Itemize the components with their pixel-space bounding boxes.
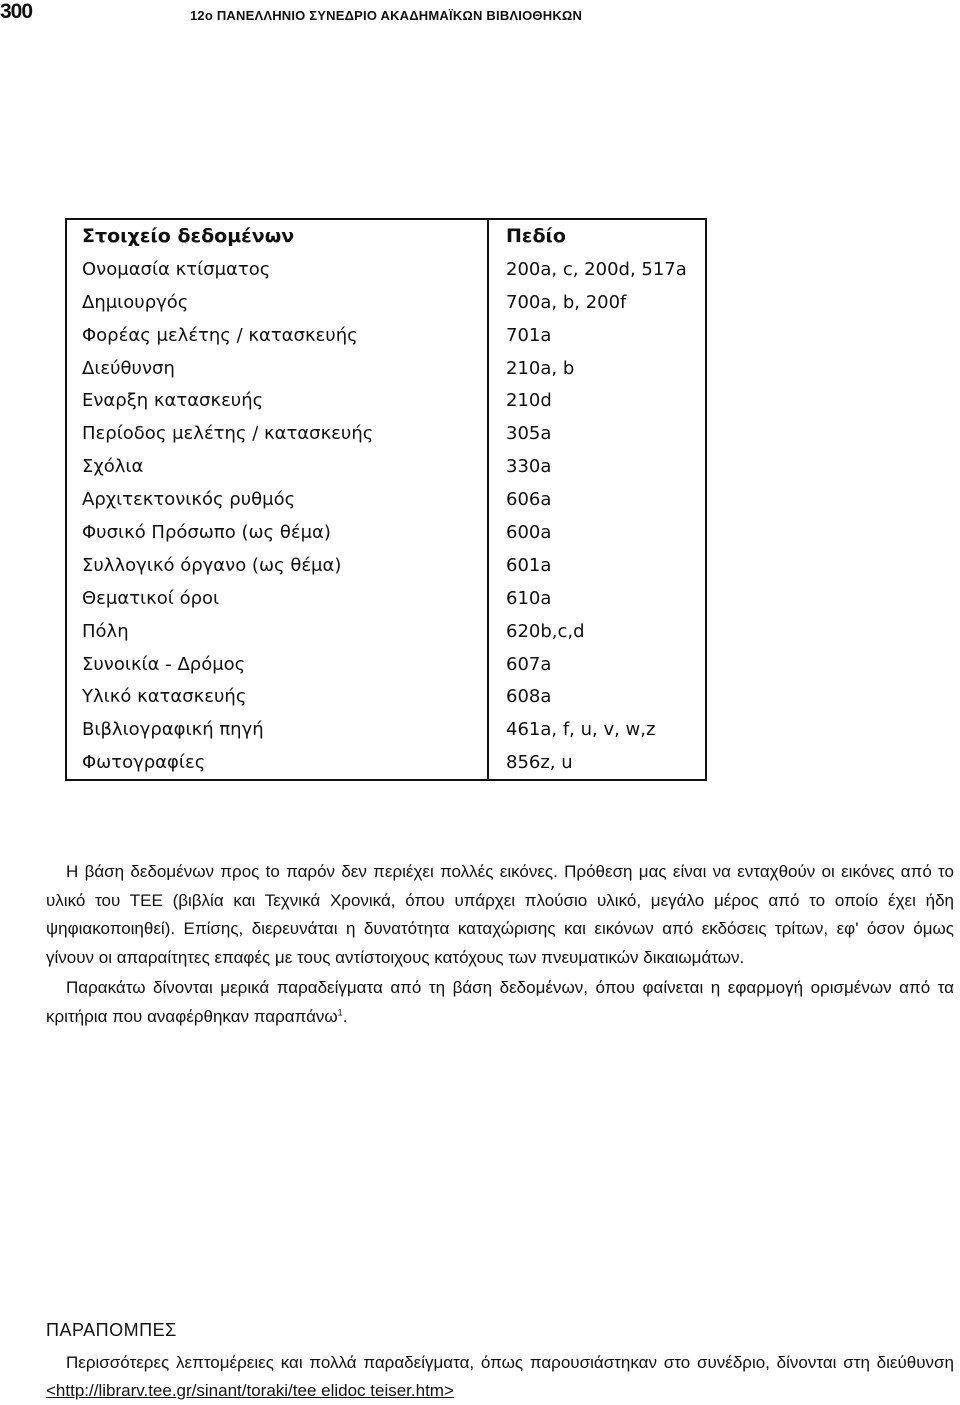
field-code-cell: 608a bbox=[506, 686, 552, 708]
table-row bbox=[66, 582, 706, 615]
table-row bbox=[66, 450, 706, 483]
page-number: 300 bbox=[0, 0, 33, 23]
table-row bbox=[66, 483, 706, 516]
data-element-cell: Φυσικό Πρόσωπο (ως θέμα) bbox=[66, 516, 488, 549]
field-code-cell: 607a bbox=[506, 653, 552, 675]
table-row bbox=[66, 319, 706, 352]
field-code-cell: 601a bbox=[506, 554, 552, 576]
field-code-cell: 610a bbox=[506, 587, 552, 609]
field-code-cell: 210d bbox=[506, 390, 552, 412]
data-element-cell: Θεματικοί όροι bbox=[66, 582, 488, 615]
table-row bbox=[66, 615, 706, 648]
field-code-cell: 620b,c,d bbox=[506, 620, 585, 642]
body-paragraph-1: Η βάση δεδομένων προς to παρόν δεν περιέχει πολλές εικόνες. Πρόθεση μας είναι να ενταχθούν οι εικόνες από το υλικό του ΤΕΕ (βιβλία και Τεχνικά Χρονικά, όπου υπάρχει πλούσιο υλικό, μεγάλο μέρος από το οποίο έχει ήδη ψηφιακοποιηθεί). Επίσης, διερευνάται η δυνατότητα καταχώρισης και εικόνων από εκδόσεις τρίτων, εφ' όσον όμως γίνουν οι απαραίτητες επαφές με τους αντίστοιχους κατόχους των πνευματικών δικαιωμάτων. bbox=[46, 862, 954, 967]
data-element-cell: Συλλογικό όργανο (ως θέμα) bbox=[66, 549, 488, 582]
field-code-cell: 856z, u bbox=[506, 752, 573, 774]
table-row bbox=[66, 648, 706, 681]
data-element-cell: Φορέας μελέτης / κατασκευής bbox=[66, 319, 488, 352]
field-code-cell: 210a, b bbox=[506, 357, 575, 379]
body-paragraph-2-end: . bbox=[342, 1006, 348, 1026]
field-code-cell: 200a, c, 200d, 517a bbox=[506, 258, 687, 280]
references-text bbox=[46, 1349, 954, 1405]
table-row bbox=[66, 352, 706, 385]
reference-link[interactable]: <http://librarv.tee.gr/sinant/toraki/tee elidoc teiser.htm> bbox=[46, 1381, 454, 1400]
data-element-cell: Περίοδος μελέτης / κατασκευής bbox=[66, 417, 488, 450]
table-row bbox=[66, 253, 706, 286]
field-code-cell: 700a, b, 200f bbox=[506, 291, 627, 313]
body-paragraph-2 bbox=[46, 974, 954, 1031]
references-heading: ΠΑΡΑΠΟΜΠΕΣ bbox=[46, 1320, 177, 1340]
field-code-cell: 606a bbox=[506, 489, 552, 511]
field-code-cell: 305a bbox=[506, 423, 552, 445]
data-element-cell: Πόλη bbox=[66, 615, 488, 648]
column-header-field: Πεδίο bbox=[506, 225, 566, 248]
data-element-cell: Αρχιτεκτονικός ρυθμός bbox=[66, 483, 488, 516]
table-row bbox=[66, 680, 706, 713]
column-header-element: Στοιχείο δεδομένων bbox=[66, 219, 488, 253]
field-code-cell: 600a bbox=[506, 521, 552, 543]
references-sentence: Περισσότερες λεπτομέρειες και πολλά παραδείγματα, όπως παρουσιάστηκαν στο συνέδριο, δίνονται στη διεύθυνση bbox=[66, 1353, 954, 1372]
field-code-cell: 330a bbox=[506, 456, 552, 478]
data-element-cell: Φωτογραφίες bbox=[66, 746, 488, 780]
data-element-cell: Βιβλιογραφική πηγή bbox=[66, 713, 488, 746]
footnote-mark: 1 bbox=[337, 1006, 343, 1017]
data-element-cell: Δημιουργός bbox=[66, 286, 488, 319]
data-element-cell: Διεύθυνση bbox=[66, 352, 488, 385]
data-element-cell: Σχόλια bbox=[66, 450, 488, 483]
data-element-cell: Εναρξη κατασκευής bbox=[66, 384, 488, 417]
running-title: 12ο ΠΑΝΕΛΛΗΝΙΟ ΣΥΝΕΔΡΙΟ ΑΚΑΔΗΜΑΪΚΩΝ ΒΙΒΛΙΟΘΗΚΩΝ bbox=[190, 8, 583, 23]
data-fields-table bbox=[65, 218, 707, 781]
field-code-cell: 461a, f, u, v, w,z bbox=[506, 719, 656, 741]
table-row bbox=[66, 516, 706, 549]
body-text bbox=[46, 858, 954, 1031]
table-row bbox=[66, 713, 706, 746]
data-element-cell: Ονομασία κτίσματος bbox=[66, 253, 488, 286]
table-row bbox=[66, 286, 706, 319]
table-row bbox=[66, 417, 706, 450]
table-header-row bbox=[66, 219, 706, 253]
table-body bbox=[66, 253, 706, 780]
table-row bbox=[66, 746, 706, 780]
data-element-cell: Υλικό κατασκευής bbox=[66, 680, 488, 713]
field-code-cell: 701a bbox=[506, 324, 552, 346]
table-row bbox=[66, 549, 706, 582]
table-row bbox=[66, 384, 706, 417]
data-element-cell: Συνοικία - Δρόμος bbox=[66, 648, 488, 681]
body-paragraph-2-text: Παρακάτω δίνονται μερικά παραδείγματα από τη βάση δεδομένων, όπου φαίνεται η εφαρμογή ορισμένων από τα κριτήρια που αναφέρθηκαν παραπάνω bbox=[46, 978, 954, 1026]
